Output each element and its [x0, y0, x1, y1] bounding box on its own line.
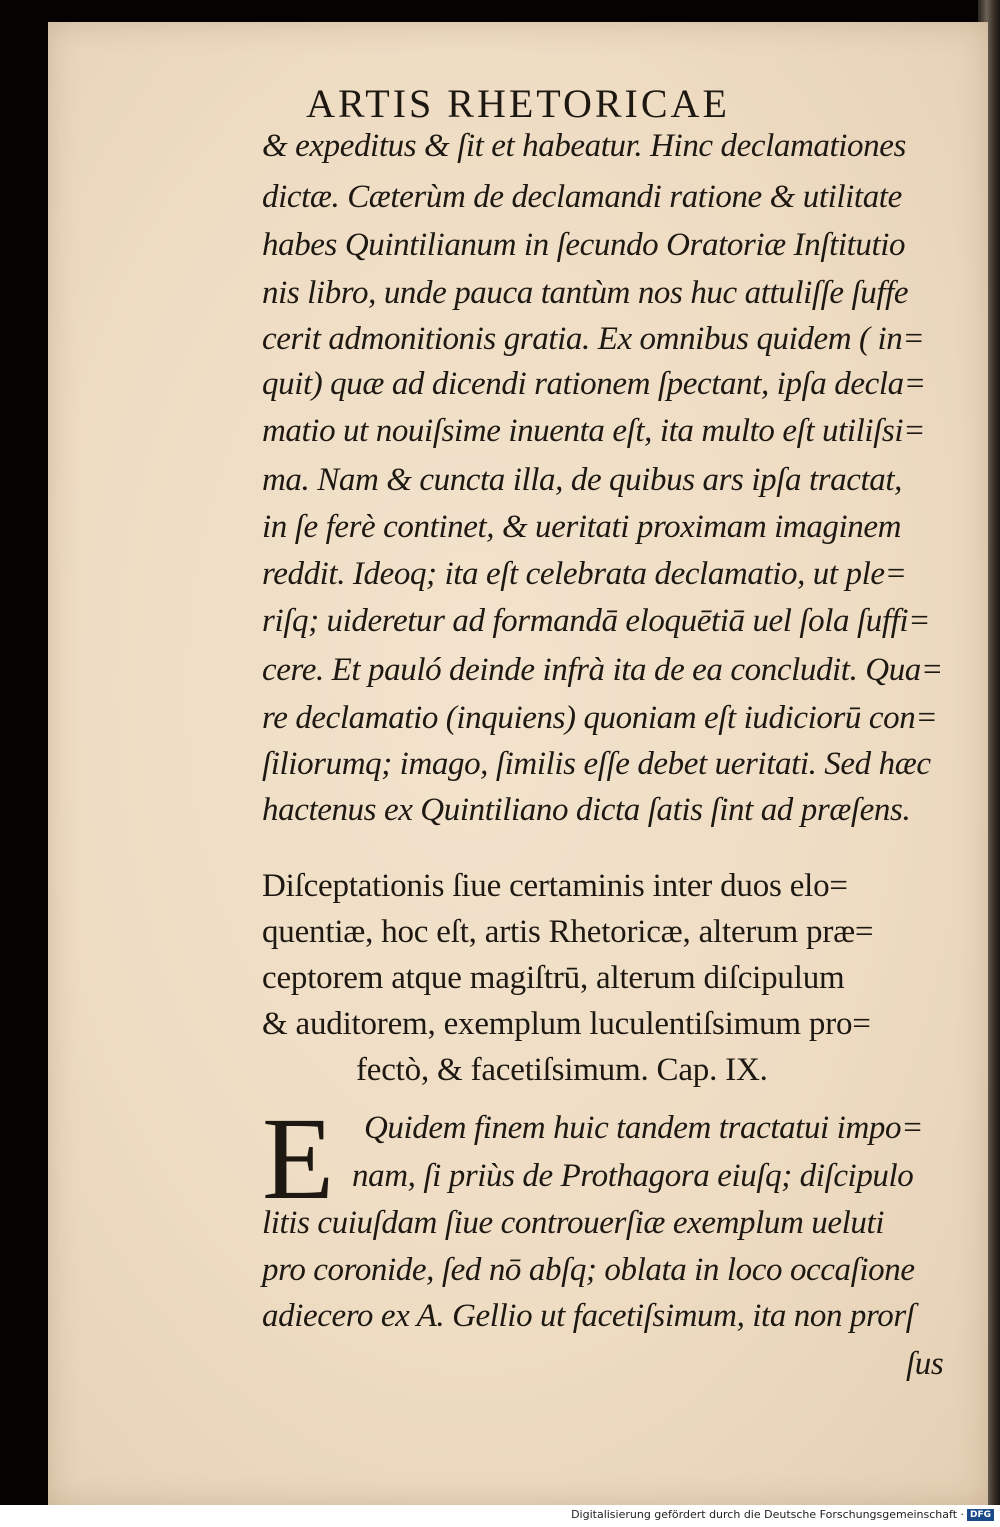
paragraph2-line: adiecero ex A. Gellio ut facetiſsimum, ita non prorſ	[262, 1298, 915, 1334]
paragraph2-line: pro coronide, ſed nō abſq; oblata in loco occaſione	[262, 1252, 915, 1288]
footer-credit: Digitalisierung gefördert durch die Deutsche Forschungsgemeinschaft ·	[571, 1508, 964, 1521]
paragraph1-line: nis libro, unde pauca tantùm nos huc attuliſſe ſuffe	[262, 275, 909, 311]
dfg-logo: DFG	[967, 1509, 994, 1521]
paragraph1-line: in ſe ferè continet, & ueritati proximam imaginem	[262, 509, 902, 545]
paragraph1-line: ſiliorumq; imago, ſimilis eſſe debet ueritati. Sed hæc	[262, 746, 931, 782]
paragraph2-line: litis cuiuſdam ſiue controuerſiæ exemplum ueluti	[262, 1205, 885, 1241]
drop-cap-initial: E	[262, 1093, 335, 1224]
paragraph1-line: ma. Nam & cuncta illa, de quibus ars ipſa tractat,	[262, 462, 902, 498]
paragraph1-line: re declamatio (inquiens) quoniam eſt iudiciorū con=	[262, 700, 938, 736]
paragraph1-line: dictæ. Cæterùm de declamandi ratione & utilitate	[262, 179, 902, 215]
paragraph1-line: & expeditus & ſit et habeatur. Hinc declamationes	[262, 128, 906, 164]
paragraph1-line: riſq; uideretur ad formandā eloquētiā uel ſola ſuffi=	[262, 603, 931, 639]
chapter-heading-line: ceptorem atque magiſtrū, alterum diſcipulum	[262, 960, 845, 996]
chapter-heading-line: quentiæ, hoc eſt, artis Rhetoricæ, alterum præ=	[262, 914, 874, 950]
paragraph1-line: habes Quintilianum in ſecundo Oratoriæ Inſtitutio	[262, 227, 906, 263]
running-head: ARTIS RHETORICAE	[306, 81, 730, 126]
paragraph1-line: reddit. Ideoq; ita eſt celebrata declamatio, ut ple=	[262, 556, 907, 592]
chapter-heading-line: & auditorem, exemplum luculentiſsimum pro=	[262, 1006, 871, 1042]
paragraph1-line: cere. Et pauló deinde infrà ita de ea concludit. Qua=	[262, 652, 943, 688]
paragraph2-line: Quidem finem huic tandem tractatui impo=	[364, 1110, 923, 1146]
chapter-heading-line: fectò, & facetiſsimum. Cap. IX.	[356, 1052, 768, 1088]
chapter-heading-line: Diſceptationis ſiue certaminis inter duos elo=	[262, 868, 848, 904]
paragraph1-line: quit) quæ ad dicendi rationem ſpectant, ipſa decla=	[262, 366, 926, 402]
paragraph1-line: cerit admonitionis gratia. Ex omnibus quidem ( in=	[262, 321, 925, 357]
paragraph1-line: hactenus ex Quintiliano dicta ſatis ſint ad præſens.	[262, 792, 911, 828]
catchword: ſus	[906, 1346, 944, 1382]
paragraph1-line: matio ut nouiſsime inuenta eſt, ita multo eſt utiliſsi=	[262, 413, 925, 449]
paragraph2-line: nam, ſi priùs de Prothagora eiuſq; diſcipulo	[352, 1158, 914, 1194]
